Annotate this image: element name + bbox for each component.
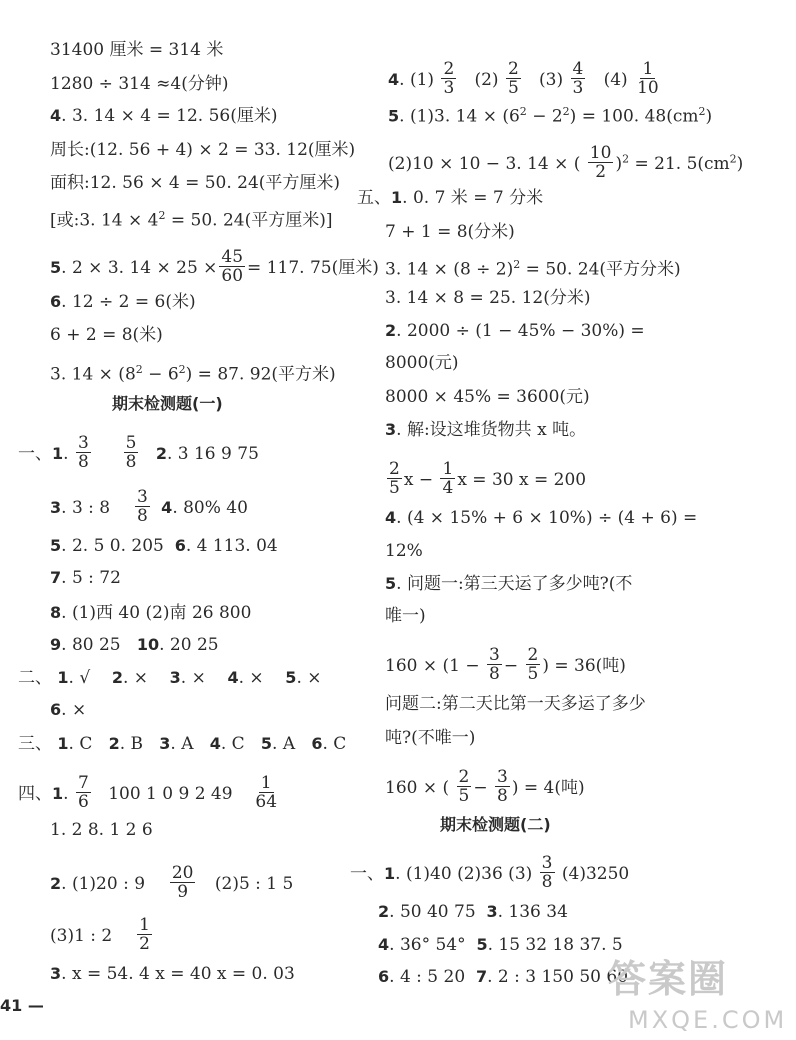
answer-line: 3. x = 54. 4 x = 40 x = 0. 03 [50, 964, 295, 984]
fraction: $\frac{1}{4}$ [442, 459, 454, 498]
fraction: $\frac{3}{8}$ [541, 853, 553, 892]
fraction: $\frac{2}{3}$ [443, 59, 455, 98]
answer-line: 4. (4 × 15% + 6 × 10%) ÷ (4 + 6) = [385, 508, 698, 528]
answer-line: 5. 2. 5 0. 205 6. 4 113. 04 [50, 536, 278, 556]
fraction: $\frac{2}{5}$ [389, 459, 400, 498]
answer-line: 四、1. $\frac{7}{6}$ 100 1 0 9 2 49 $\frac{1}{64}$ [18, 773, 278, 812]
answer-line: 8000(元) [385, 353, 459, 373]
answer-line: 5. 问题一:第三天运了多少吨?(不 [385, 574, 633, 594]
fraction: $\frac{20}{9}$ [171, 863, 194, 902]
answer-line: 7 + 1 = 8(分米) [385, 222, 515, 242]
fraction: $\frac{3}{8}$ [77, 433, 89, 472]
fraction: $\frac{4}{3}$ [572, 59, 584, 98]
answer-line: 3. $14 \times (8 \div 2)^2 = 50$. 24(平方分米) [385, 258, 681, 280]
watermark-url: MXQE.COM [628, 1006, 788, 1034]
answer-line: 8000 × 45% = 3600(元) [385, 387, 590, 407]
fraction: $\frac{10}{2}$ [589, 143, 612, 182]
section-heading: 期末检测题(二) [440, 815, 551, 834]
answer-line: $\frac{2}{5}$ x − $\frac{1}{4}$ x = 30 x = 200 [389, 459, 587, 498]
answer-line: 4. 36° 54° 5. 15 32 18 37. 5 [378, 935, 623, 955]
fraction: $\frac{3}{8}$ [497, 767, 508, 806]
answer-line: 160 × ( $\frac{2}{5}$ − $\frac{3}{8}$ ) = 4(吨) [385, 767, 585, 806]
fraction: $\frac{5}{8}$ [125, 433, 137, 472]
fraction: $\frac{3}{8}$ [136, 487, 148, 526]
answer-line: 一、1. $\frac{3}{8}$ $\frac{5}{8}$ 2. 3 16 9 75 [18, 433, 259, 472]
answer-line: 3. 14 × 8 = 25. 12(分米) [385, 288, 591, 308]
answer-line: 6. × [50, 700, 87, 720]
answer-line: 1. 2 8. 1 2 6 [50, 820, 153, 840]
answer-line: 6 + 2 = 8(米) [50, 325, 163, 345]
answer-line: 9. 80 25 10. 20 25 [50, 635, 219, 655]
answer-line: 5. 2 × 3. 14 × 25 × $\frac{45}{60}$ = 117. 75(厘米) [50, 247, 379, 286]
answer-line: 2. (1)20 : 9 $\frac{20}{9}$ (2)5 : 1 5 [50, 863, 294, 902]
answer-line: 3. $14 \times (8^2 - 6^2) = 87$. 92(平方米) [50, 363, 336, 385]
answer-line: 4. (1) $\frac{2}{3}$ (2) $\frac{2}{5}$ (3) $\frac{4}{3}$ (4) $\frac{1}{10}$ [388, 59, 659, 98]
page-number: 41 — [0, 996, 44, 1015]
answer-line: 2. 2000 ÷ (1 − 45% − 30%) = [385, 321, 645, 341]
answer-line: 4. 3. 14 × 4 = 12. 56(厘米) [50, 106, 278, 126]
answer-line: 160 × (1 − $\frac{3}{8}$ − $\frac{2}{5}$ ) = 36(吨) [385, 645, 626, 684]
answer-line: 8. (1)西 40 (2)南 26 800 [50, 603, 252, 623]
answer-line: 五、1. 0. 7 米 = 7 分米 [357, 188, 544, 208]
fraction: $\frac{45}{60}$ [221, 247, 244, 286]
fraction: $\frac{1}{10}$ [637, 59, 659, 98]
answer-line: 周长:(12. 56 + 4) × 2 = 33. 12(厘米) [50, 140, 356, 160]
fraction: $\frac{3}{8}$ [489, 645, 500, 684]
fraction: $\frac{1}{2}$ [139, 915, 150, 954]
section-heading: 期末检测题(一) [112, 394, 223, 413]
answer-line: (2)10 × 10 − 3. 14 × ( $\frac{10}{2}$ )$^2$ = 21. $5(cm^2)$ [388, 143, 744, 182]
answer-line: 唯一) [385, 606, 426, 626]
watermark-logo: 答案圈 [608, 957, 729, 1001]
answer-line: 3. 解:设这堆货物共 x 吨。 [385, 420, 587, 440]
answer-line: 吨?(不唯一) [385, 728, 476, 748]
answer-line: 二、 1. √ 2. × 3. × 4. × 5. × [18, 668, 322, 688]
fraction: $\frac{2}{5}$ [507, 59, 519, 98]
fraction: $\frac{2}{5}$ [458, 767, 470, 806]
answer-line: 5. (1)3. $14 \times (6^2 - 2^2) = 100$. $48(cm^2)$ [388, 105, 713, 127]
answer-line: 7. 5 : 72 [50, 568, 121, 588]
fraction: $\frac{7}{6}$ [77, 773, 89, 812]
answer-line: 问题二:第二天比第一天多运了多少 [385, 694, 646, 714]
answer-line: 2. 50 40 75 3. 136 34 [378, 902, 568, 922]
answer-line: 3. 3 : 8 $\frac{3}{8}$ 4. 80% 40 [50, 487, 248, 526]
answer-line: (3)1 : 2 $\frac{1}{2}$ [50, 915, 150, 954]
fraction: $\frac{1}{64}$ [255, 773, 278, 812]
answer-line: [或:3. $14 \times 4^2 = 50$. 24(平方厘米)] [50, 209, 333, 231]
answer-line: 1280 ÷ 314 ≈4(分钟) [50, 74, 229, 94]
answer-line: 面积:12. 56 × 4 = 50. 24(平方厘米) [50, 173, 341, 193]
answer-line: 三、 1. C 2. B 3. A 4. C 5. A 6. C [18, 734, 347, 754]
answer-line: 31400 厘米 = 314 米 [50, 40, 224, 60]
answer-line: 6. 4 : 5 20 7. 2 : 3 150 50 60 [378, 967, 629, 987]
answer-line: 一、1. (1)40 (2)36 (3) $\frac{3}{8}$ (4)3250 [350, 853, 630, 892]
fraction: $\frac{2}{5}$ [527, 645, 539, 684]
answer-line: 6. 12 ÷ 2 = 6(米) [50, 292, 196, 312]
answer-line: 12% [385, 541, 423, 561]
